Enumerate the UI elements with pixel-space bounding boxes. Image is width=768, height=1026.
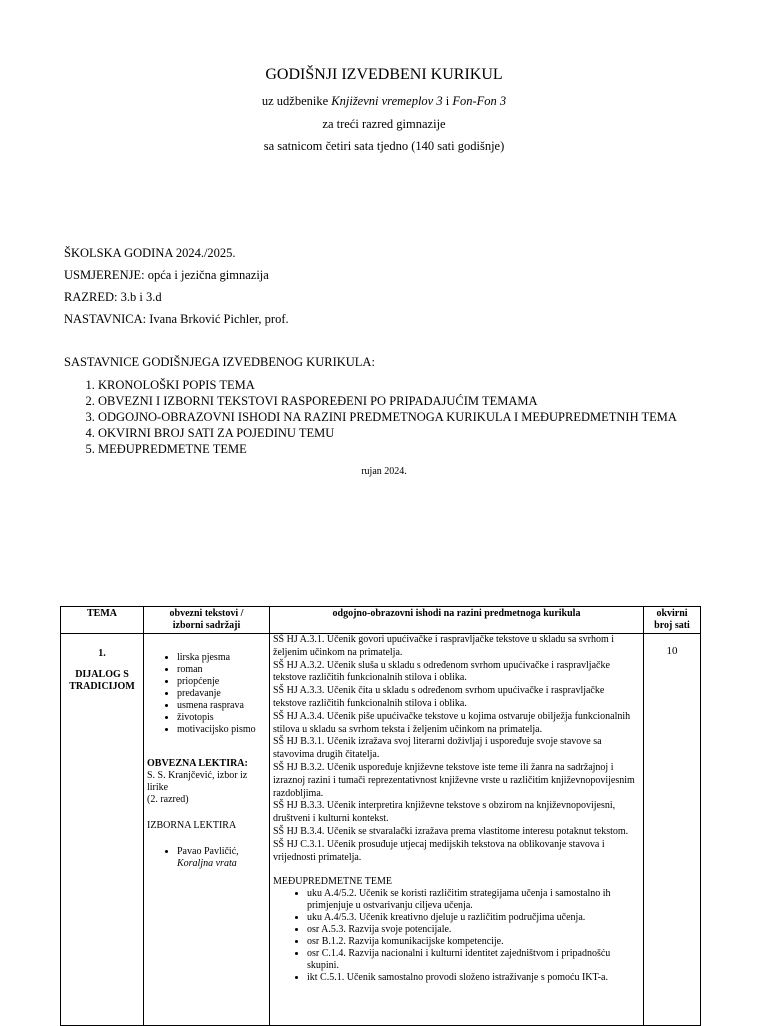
document-title: GODIŠNJI IZVEDBENI KURIKUL — [265, 66, 503, 83]
header-outcomes — [270, 607, 644, 634]
header-texts-line-2: izborni sadržaji — [172, 620, 241, 631]
genre-list — [147, 652, 266, 736]
tema-number: 1. — [98, 648, 106, 659]
outcome-item: SŠ HJ B.3.1. Učenik izražava svoj literarni doživljaj i uspoređuje svoje stavove sa stavovima drugih čitatelja. — [273, 736, 602, 761]
hours-cell: 10 — [644, 634, 701, 1026]
outcome-item: SŠ HJ A.3.4. Učenik piše upućivačke tekstove u kojima ostvaruje obilježja funkcionalnih stilova u skladu sa svrhom teksta i željenim učinkom na primatelja. — [273, 710, 631, 735]
list-item: • predavanje — [177, 688, 266, 700]
textbook-line — [0, 94, 768, 109]
list-item: • usmena rasprava — [177, 700, 266, 712]
elective-author: Pavao Pavličić, — [177, 846, 239, 857]
elective-reading-list — [147, 846, 266, 870]
outcome-item: SŠ HJ A.3.1. Učenik govori upućivačke i raspravljačke tekstove u skladu sa svrhom i željenim učinkom na primatelja. — [273, 634, 615, 658]
outcome-item: SŠ HJ B.3.2. Učenik uspoređuje književne tekstove iste teme ili žanra na sadržajnoj i izraznoj razini i tumači reprezentativnost književne vrste u različitim književnopovijesnim razdobljima. — [273, 761, 635, 799]
mandatory-reading-heading: OBVEZNA LEKTIRA: — [147, 758, 248, 769]
list-item: • roman — [177, 664, 266, 676]
header-hours-line-1: okvirni — [656, 608, 688, 619]
section-item: 3. ODGOJNO-OBRAZOVNI ISHODI NA RAZINI PREDMETNOGA KURIKULA I MEĐUPREDMETNIH TEMA — [98, 409, 677, 425]
mandatory-reading-line-2: lirike — [147, 782, 169, 793]
list-item: • lirska pjesma — [177, 652, 266, 664]
header-tema-label: TEMA — [87, 608, 117, 619]
section-item: 4. OKVIRNI BROJ SATI ZA POJEDINU TEMU — [98, 425, 677, 441]
tema-cell — [61, 634, 144, 1026]
textbook-conjunction: i — [442, 94, 453, 108]
sections-heading: SASTAVNICE GODIŠNJEGA IZVEDBENOG KURIKULA: — [64, 355, 375, 369]
texts-cell — [144, 634, 270, 1026]
tema-name — [64, 669, 140, 693]
header-tema — [61, 607, 144, 634]
section-item: 5. MEĐUPREDMETNE TEME — [98, 441, 677, 457]
list-item — [177, 846, 266, 870]
outcomes-cell — [270, 634, 644, 1026]
textbook-title-1: Književni vremeplov 3 — [331, 94, 443, 108]
list-item: • uku A.4/5.3. Učenik kreativno djeluje u različitim područjima učenja. — [307, 912, 640, 924]
mandatory-reading-line-3: (2. razred) — [147, 794, 189, 805]
header-texts — [144, 607, 270, 634]
section-item: 1. KRONOLOŠKI POPIS TEMA — [98, 377, 677, 393]
track: USMJERENJE: opća i jezična gimnazija — [64, 268, 269, 282]
teacher: NASTAVNICA: Ivana Brković Pichler, prof. — [64, 312, 289, 326]
curriculum-table — [60, 606, 701, 1026]
school-year: ŠKOLSKA GODINA 2024./2025. — [64, 246, 236, 260]
outcome-item: SŠ HJ B.3.4. Učenik se stvaralački izražava prema vlastitome interesu potaknut tekstom. — [273, 825, 629, 837]
cross-topics-list — [273, 888, 640, 984]
tema-name-line-2: TRADICIJOM — [69, 681, 135, 692]
list-item: • osr B.1.2. Razvija komunikacijske kompetencije. — [307, 936, 640, 948]
elective-work: Koraljna vrata — [177, 858, 237, 869]
outcome-item: SŠ HJ B.3.3. Učenik interpretira književne tekstove s obzirom na književnopovijesni, društveni i kulturni kontekst. — [273, 800, 616, 825]
textbook-title-2: Fon-Fon 3 — [452, 94, 507, 108]
outcome-item: SŠ HJ A.3.2. Učenik sluša u skladu s određenom svrhom upućivačke i raspravljačke tekstove različitih funkcionalnih stilova i oblika. — [273, 659, 610, 684]
outcome-item: SŠ HJ A.3.3. Učenik čita u skladu s određenom svrhom upućivačke i raspravljačke tekstove različitih funkcionalnih stilova i oblika. — [273, 685, 605, 709]
cross-topics-heading: MEĐUPREDMETNE TEME — [273, 876, 392, 888]
elective-reading-heading: IZBORNA LEKTIRA — [147, 820, 237, 831]
hours-line: sa satnicom četiri sata tjedno (140 sati godišnje) — [263, 139, 505, 153]
outcome-item: SŠ HJ C.3.1. Učenik prosuđuje utjecaj medijskih tekstova na oblikovanje stavova i vrijednosti primatelja. — [273, 838, 605, 863]
list-item: • priopćenje — [177, 676, 266, 688]
list-item: • motivacijsko pismo — [177, 724, 266, 736]
tema-name-line-1: DIJALOG S — [75, 669, 129, 680]
sections-list — [64, 377, 677, 457]
list-item: • životopis — [177, 712, 266, 724]
list-item: • osr A.5.3. Razvija svoje potencijale. — [307, 924, 640, 936]
section-item: 2. OBVEZNI I IZBORNI TEKSTOVI RASPOREĐENI PO PRIPADAJUĆIM TEMAMA — [98, 393, 677, 409]
mandatory-reading-line-1: S. S. Kranjčević, izbor iz — [147, 770, 248, 781]
table-row — [61, 634, 701, 1026]
table-header-row — [61, 607, 701, 634]
document-date: rujan 2024. — [361, 466, 407, 477]
list-item: • ikt C.5.1. Učenik samostalno provodi složeno istraživanje s pomoću IKT-a. — [307, 972, 640, 984]
header-hours — [644, 607, 701, 634]
list-item: • uku A.4/5.2. Učenik se koristi različitim strategijama učenja i samostalno ih primjenjuje u ostvarivanju ciljeva učenja. — [307, 888, 640, 912]
textbook-prefix: uz udžbenike — [261, 94, 332, 108]
grade-line: za treći razred gimnazije — [322, 117, 446, 131]
header-texts-line-1: obvezni tekstovi / — [169, 608, 244, 619]
list-item: • osr C.1.4. Razvija nacionalni i kulturni identitet zajedništvom i pripadnošću skupini. — [307, 948, 640, 972]
header-hours-line-2: broj sati — [654, 620, 690, 631]
classes: RAZRED: 3.b i 3.d — [64, 290, 162, 304]
header-outcomes-label: odgojno-obrazovni ishodi na razini predmetnoga kurikula — [332, 608, 581, 619]
